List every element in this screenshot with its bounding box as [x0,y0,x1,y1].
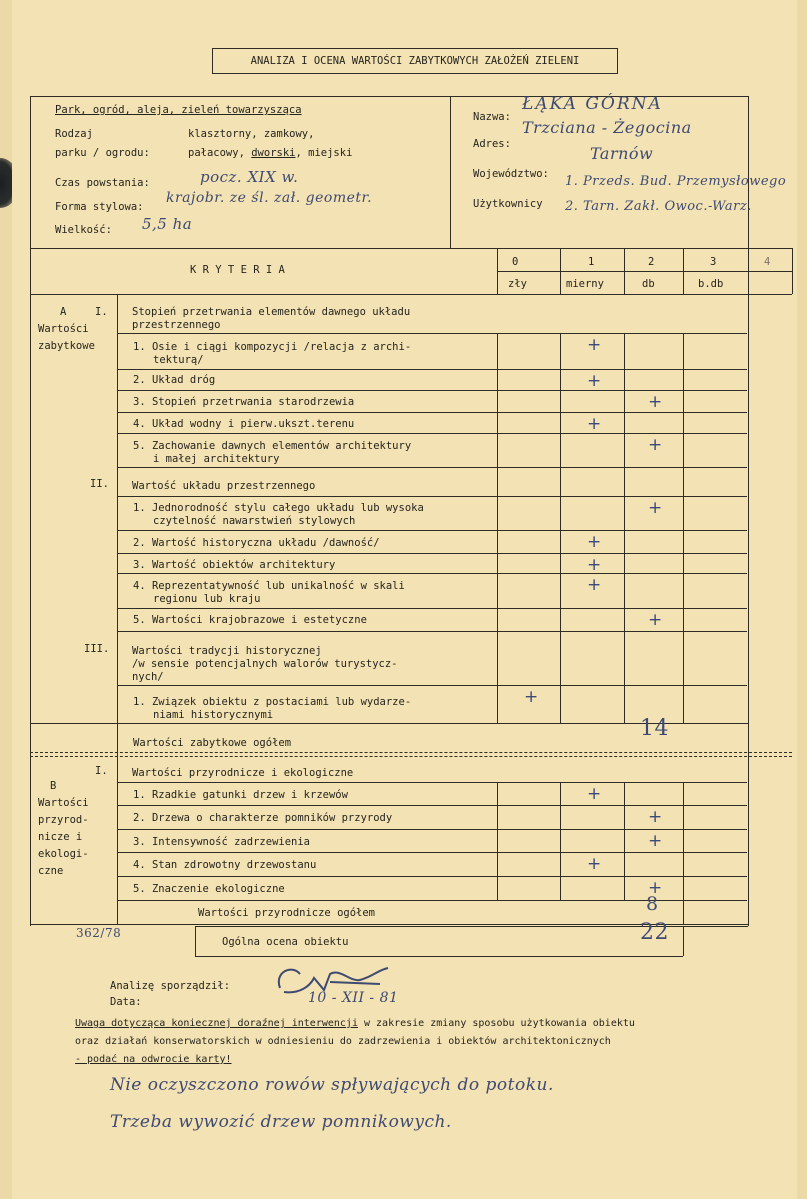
category-line: Park, ogród, aleja, zieleń towarzysząca [55,104,302,116]
wielkosc-value: 5,5 ha [142,215,193,233]
section-b-label-4: ekologi- [38,848,89,860]
col-line [497,248,498,294]
scale-4: 4 [764,256,771,268]
scale-3: 3 [710,256,717,268]
scale-label-mierny: mierny [566,278,604,290]
overall-value: 22 [640,920,669,945]
col-line [560,248,561,294]
group-3-roman: III. [84,643,110,655]
item-a1-4: 4. Układ wodny i pierw.ukszt.terenu [133,418,355,430]
section-a-label-1: Wartości [38,323,89,335]
col-line [624,333,625,723]
section-a-total-value: 14 [640,716,669,741]
item-a2-4-line2: regionu lub kraju [153,593,261,605]
col-line [624,782,625,900]
option-miejski: , miejski [295,147,353,159]
col-line [497,782,498,900]
row-line [117,805,747,806]
section-b-label-1: Wartości [38,797,89,809]
overall-right-border [683,926,684,956]
adres-label: Adres: [473,138,511,150]
nazwa-value: ŁĄKA GÓRNA [522,94,663,114]
row-line [117,685,747,686]
score-mark-a-3: + [648,392,663,412]
criteria-mid-line [497,271,792,272]
czas-value: pocz. XIX w. [200,168,299,186]
scale-label-bdb: b.db [698,278,724,290]
rodzaj-options-1: klasztorny, zamkowy, [188,128,315,140]
forma-value: krajobr. ze śl. zał. geometr. [166,190,373,206]
item-b-4: 4. Stan zdrowotny drzewostanu [133,859,317,871]
section-a-letter: A [60,306,67,318]
row-line [117,369,747,370]
section-b-label-3: nicze i [38,831,83,843]
item-a1-1: 1. Osie i ciągi kompozycji /relacja z archi- [133,341,412,353]
handwritten-note-1: Nie oczyszczono rowów spływających do potoku. [110,1075,554,1095]
criteria-label: K R Y T E R I A [190,264,285,276]
option-palacowy: pałacowy, [188,147,245,159]
row-line [117,412,747,413]
group-2-roman: II. [90,478,109,490]
col-line [683,782,684,900]
forma-label: Forma stylowa: [55,201,144,213]
item-b-5: 5. Znaczenie ekologiczne [133,883,285,895]
wojewodztwo-label: Województwo: [473,168,549,180]
score-mark-b-4: + [587,854,602,874]
score-mark-b-1: + [587,784,602,804]
col-line [683,333,684,723]
rodzaj-label: Rodzaj [55,128,93,140]
section-separator-dashed [30,756,792,757]
uzytkownicy-label: Użytkownicy [473,198,543,210]
czas-label: Czas powstania: [55,177,150,189]
nazwa-label: Nazwa: [473,111,511,123]
uzytkownicy-value: 2. Tarn. Zakł. Owoc.-Warz. [565,199,752,214]
score-mark-a-11: + [524,687,539,707]
wojewodztwo-value: 1. Przeds. Bud. Przemysłowego [565,174,787,189]
col-line [683,900,684,924]
row-line [117,467,747,468]
item-a2-1: 1. Jednorodność stylu całego układu lub wysoka [133,502,424,514]
item-a3-1: 1. Związek obiektu z postaciami lub wydarze- [133,696,412,708]
analiza-label: Analizę sporządził: [110,980,231,992]
rodzaj-options-2 [188,147,352,159]
section-b-label-2: przyrod- [38,814,89,826]
col-line [497,333,498,723]
item-a2-5: 5. Wartości krajobrazowe i estetyczne [133,614,367,626]
scale-1: 1 [588,256,595,268]
uwaga-rest: w zakresie zmiany sposobu użytkowania obiektu [357,1018,635,1029]
score-mark-b-3: + [648,831,663,851]
section-b-total-label: Wartości przyrodnicze ogółem [198,907,376,919]
overall-bottom-line [195,956,683,957]
adres-value-2: Tarnów [590,144,654,163]
section-separator-dashed [30,752,792,753]
col-line [560,333,561,723]
scale-0: 0 [512,256,519,268]
item-b-1: 1. Rzadkie gatunki drzew i krzewów [133,789,348,801]
col-line [624,248,625,294]
scale-2: 2 [648,256,655,268]
group-2-heading: Wartość układu przestrzennego [132,480,316,492]
item-a3-1-line2: niami historycznymi [153,709,274,721]
col-line [792,248,793,294]
item-a1-3: 3. Stopień przetrwania starodrzewia [133,396,355,408]
score-mark-a-1: + [587,335,602,355]
item-a2-3: 3. Wartość obiektów architektury [133,559,336,571]
item-b-2: 2. Drzewa o charakterze pomników przyrody [133,812,393,824]
section-b-roman: I. [95,765,108,777]
left-border [30,96,31,926]
score-mark-a-2: + [587,371,602,391]
score-mark-b-5: + [648,878,663,898]
col-line [683,248,684,294]
section-b-letter: B [50,780,57,792]
option-dworski-selected: dworski [251,147,296,159]
group-3-heading-3: nych/ [132,671,164,683]
rodzaj-label-2: parku / ogrodu: [55,147,150,159]
section-b-label-5: czne [38,865,64,877]
uwaga-line-3: - podać na odwrocie karty! [75,1054,232,1065]
item-a2-2: 2. Wartość historyczna układu /dawność/ [133,537,380,549]
form-title: ANALIZA I OCENA WARTOŚCI ZABYTKOWYCH ZAŁOŻEŃ ZIELENI [212,48,618,74]
group-1-heading: Stopień przetrwania elementów dawnego układu [132,306,411,318]
row-line [117,782,747,783]
group-3-heading: Wartości tradycji historycznej [132,645,322,657]
item-a1-5-line2: i małej architektury [153,453,280,465]
group-1-roman: I. [95,306,108,318]
scale-label-zly: zły [508,278,527,290]
section-a-total-label: Wartości zabytkowe ogółem [133,737,292,749]
group-1-heading-2: przestrzennego [132,319,221,331]
row-line [117,876,747,877]
uwaga-underlined: Uwaga dotycząca koniecznej doraźnej interwencji [75,1018,358,1029]
row-line [117,608,747,609]
criteria-top-line [30,248,792,249]
uwaga-line-2: oraz działań konserwatorskich w odniesieniu do zadrzewienia i obiektów architektonicznych [75,1036,611,1047]
row-line [117,530,747,531]
score-mark-a-8: + [587,555,602,575]
overall-left-border [195,926,196,956]
section-a-label-2: zabytkowe [38,340,95,352]
item-b-3: 3. Intensywność zadrzewienia [133,836,311,848]
row-line [117,631,747,632]
section-b-total-value: 8 [646,893,659,915]
group-3-heading-2: /w sensie potencjalnych walorów turystycz- [132,658,398,670]
header-divider [450,96,451,248]
score-mark-a-9: + [587,575,602,595]
row-line [117,496,747,497]
item-a1-1-line2: tekturą/ [153,354,204,366]
item-a2-4: 4. Reprezentatywność lub unikalność w skali [133,580,405,592]
score-mark-b-2: + [648,807,663,827]
row-line [117,852,747,853]
criteria-bottom-line [30,294,792,295]
overall-label: Ogólna ocena obiektu [222,936,349,948]
data-value: 10 - XII - 81 [308,990,399,1006]
row-line [117,829,747,830]
handwritten-note-2: Trzeba wywozić drzew pomnikowych. [110,1112,452,1132]
data-label: Data: [110,996,142,1008]
scale-label-db: db [642,278,655,290]
wielkosc-label: Wielkość: [55,224,112,236]
card-number: 362/78 [76,926,122,940]
row-line [117,433,747,434]
row-line [117,390,747,391]
score-mark-a-7: + [587,532,602,552]
section-b-heading: Wartości przyrodnicze i ekologiczne [132,767,354,779]
score-mark-a-5: + [648,435,663,455]
item-a1-5: 5. Zachowanie dawnych elementów architektury [133,440,412,452]
score-mark-a-4: + [587,414,602,434]
row-line [117,553,747,554]
row-line [117,333,747,334]
col-line [560,782,561,900]
item-a2-1-line2: czytelność nawarstwień stylowych [153,515,356,527]
score-mark-a-6: + [648,498,663,518]
uwaga-line-1 [75,1018,635,1030]
item-a1-2: 2. Układ dróg [133,374,216,386]
score-mark-a-10: + [648,610,663,630]
right-border [748,96,749,926]
row-line [117,573,747,574]
adres-value: Trzciana - Żegocina [522,118,692,137]
